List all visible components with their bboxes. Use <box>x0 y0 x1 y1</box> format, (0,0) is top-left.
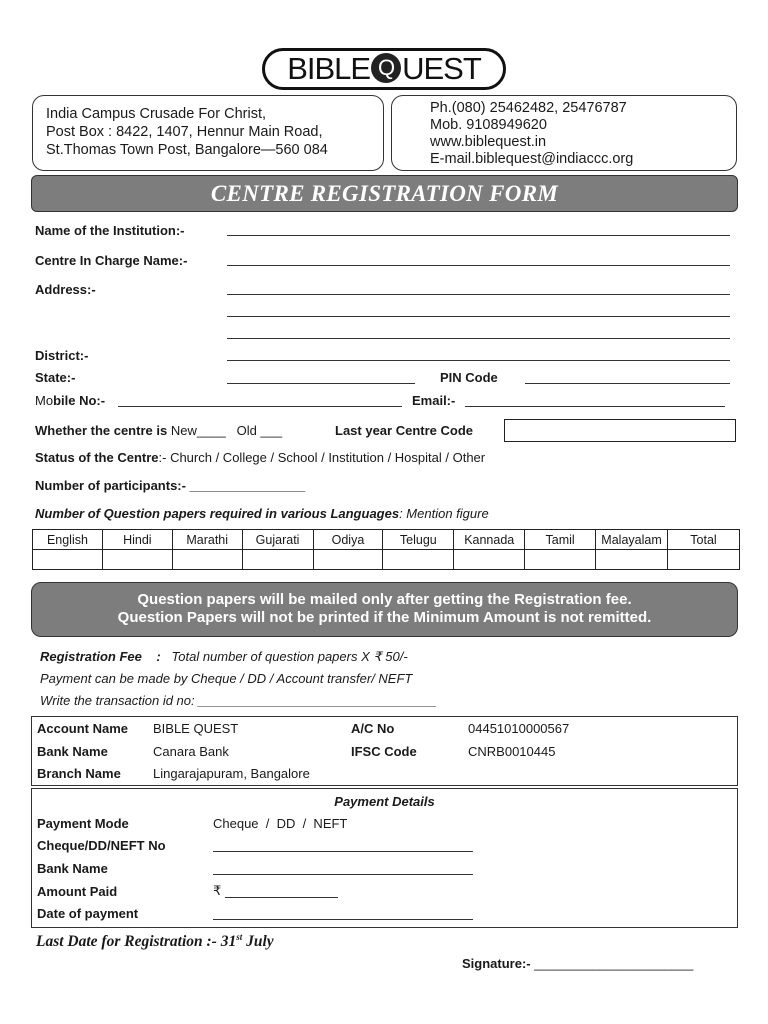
date-of-payment-field-line[interactable] <box>213 919 473 920</box>
status-options: :- Church / College / School / Institution / Hospital / Other <box>158 450 486 465</box>
language-header-cell: Total <box>667 530 739 550</box>
in-charge-field-line[interactable] <box>227 265 730 266</box>
language-entry-cell[interactable] <box>525 550 596 570</box>
language-header-cell: Hindi <box>102 530 172 550</box>
last-year-code-input[interactable] <box>504 419 736 442</box>
cheque-no-label: Cheque/DD/NEFT No <box>37 838 166 853</box>
address-line-3: St.Thomas Town Post, Bangalore—560 084 <box>46 142 328 158</box>
pin-code-field-line[interactable] <box>525 383 730 384</box>
last-date-text: Last Date for Registration :- 31 <box>36 933 237 951</box>
registration-fee-label: Registration Fee <box>40 649 142 664</box>
language-entry-cell[interactable] <box>383 550 454 570</box>
branch-name-value: Lingarajapuram, Bangalore <box>153 766 310 781</box>
in-charge-label: Centre In Charge Name:- <box>35 253 188 268</box>
centre-type-old: Old <box>236 423 257 438</box>
form-title-bar <box>31 175 738 212</box>
language-entry-cell[interactable] <box>454 550 525 570</box>
ac-no-value: 04451010000567 <box>468 721 570 736</box>
contact-mobile: Mob. 9108949620 <box>430 117 547 133</box>
institution-field-line[interactable] <box>227 235 730 236</box>
languages-header-row <box>33 530 740 550</box>
ifsc-value: CNRB0010445 <box>468 744 556 759</box>
signature-label: Signature:- <box>462 956 531 971</box>
biblequest-logo <box>262 48 506 90</box>
language-entry-cell[interactable] <box>313 550 383 570</box>
address-box <box>32 95 384 171</box>
participants-row <box>35 478 305 493</box>
bank-name-value: Canara Bank <box>153 744 229 759</box>
branch-name-label: Branch Name <box>37 766 121 781</box>
language-header-cell: Gujarati <box>242 530 313 550</box>
date-of-payment-label: Date of payment <box>37 906 139 921</box>
transaction-blank[interactable]: _________________________________ <box>198 693 437 708</box>
last-year-code-label: Last year Centre Code <box>335 423 473 438</box>
ac-no-label: A/C No <box>351 721 395 736</box>
institution-label: Name of the Institution:- <box>35 223 185 238</box>
signature-row <box>462 956 693 971</box>
account-name-label: Account Name <box>37 721 129 736</box>
status-label: Status of the Centre <box>35 450 159 465</box>
languages-entry-row <box>33 550 740 570</box>
language-header-cell: Marathi <box>172 530 242 550</box>
signature-blank[interactable]: ______________________ <box>534 956 694 971</box>
participants-blank[interactable]: ________________ <box>189 478 306 493</box>
address-field-line-1[interactable] <box>227 294 730 295</box>
language-header-cell: Kannada <box>454 530 525 550</box>
centre-type-old-blank[interactable]: ___ <box>260 423 283 438</box>
last-date-registration <box>36 932 274 951</box>
payment-details-title: Payment Details <box>334 794 435 809</box>
mobile-label-rest: bile No:- <box>53 393 106 408</box>
amount-paid-label: Amount Paid <box>37 884 118 899</box>
last-date-month: July <box>242 933 274 951</box>
payment-methods-text: Payment can be made by Cheque / DD / Account transfer/ NEFT <box>40 671 413 686</box>
contact-website: www.biblequest.in <box>430 134 547 150</box>
language-entry-cell[interactable] <box>172 550 242 570</box>
last-date-ordinal: st <box>236 932 243 942</box>
notice-line-1: Question papers will be mailed only after getting the Registration fee. <box>137 591 632 608</box>
address-line-2: Post Box : 8422, 1407, Hennur Main Road, <box>46 124 323 140</box>
district-field-line[interactable] <box>227 360 730 361</box>
language-header-cell: Malayalam <box>596 530 668 550</box>
email-field-line[interactable] <box>465 406 725 407</box>
address-label: Address:- <box>35 282 96 297</box>
language-entry-cell[interactable] <box>667 550 739 570</box>
district-label: District:- <box>35 348 89 363</box>
payment-mode-label: Payment Mode <box>37 816 129 831</box>
languages-heading <box>35 506 489 521</box>
participants-label: Number of participants:- <box>35 478 186 493</box>
logo-text-left: BIBLE <box>287 51 371 86</box>
logo-q-emblem: Q <box>371 53 401 83</box>
contact-phone: Ph.(080) 25462482, 25476787 <box>430 100 627 116</box>
ifsc-label: IFSC Code <box>351 744 417 759</box>
language-entry-cell[interactable] <box>33 550 103 570</box>
contact-email: E-mail.biblequest@indiaccc.org <box>430 151 634 167</box>
centre-type-label: Whether the centre is <box>35 423 168 438</box>
amount-paid-field-line[interactable] <box>225 897 338 898</box>
language-header-cell: English <box>33 530 103 550</box>
language-header-cell: Telugu <box>383 530 454 550</box>
logo-text-right: UEST <box>402 51 481 86</box>
address-line-1: India Campus Crusade For Christ, <box>46 106 266 122</box>
mobile-label <box>35 393 105 408</box>
language-header-cell: Tamil <box>525 530 596 550</box>
contact-box <box>391 95 737 171</box>
languages-table <box>32 529 740 570</box>
payment-bank-name-field-line[interactable] <box>213 874 473 875</box>
account-name-value: BIBLE QUEST <box>153 721 239 736</box>
languages-heading-bold: Number of Question papers required in various Languages <box>35 506 400 521</box>
languages-heading-rest: : Mention figure <box>399 506 489 521</box>
payment-mode-value: Cheque / DD / NEFT <box>213 816 348 831</box>
fee-notice-banner <box>31 582 738 637</box>
language-header-cell: Odiya <box>313 530 383 550</box>
transaction-row <box>40 693 437 708</box>
notice-line-2: Question Papers will not be printed if the Minimum Amount is not remitted. <box>117 609 652 626</box>
status-row <box>35 450 485 465</box>
form-title: CENTRE REGISTRATION FORM <box>210 180 559 206</box>
state-label: State:- <box>35 370 76 385</box>
language-entry-cell[interactable] <box>242 550 313 570</box>
rupee-symbol: ₹ <box>213 883 222 898</box>
address-field-line-3[interactable] <box>227 338 730 339</box>
centre-type-new-blank[interactable]: ____ <box>196 423 226 438</box>
centre-type-row <box>35 423 282 438</box>
address-field-line-2[interactable] <box>227 316 730 317</box>
pin-code-label: PIN Code <box>440 370 498 385</box>
centre-type-new: New <box>170 423 197 438</box>
mobile-label-prefix: Mo <box>35 393 54 408</box>
state-field-line[interactable] <box>227 383 415 384</box>
transaction-label: Write the transaction id no: <box>40 693 195 708</box>
payment-bank-name-label: Bank Name <box>37 861 108 876</box>
email-label: Email:- <box>412 393 456 408</box>
mobile-field-line[interactable] <box>118 406 402 407</box>
language-entry-cell[interactable] <box>596 550 668 570</box>
registration-fee-row <box>40 649 408 665</box>
cheque-no-field-line[interactable] <box>213 851 473 852</box>
registration-fee-text: Total number of question papers X ₹ 50/- <box>171 649 408 664</box>
bank-name-label: Bank Name <box>37 744 108 759</box>
language-entry-cell[interactable] <box>102 550 172 570</box>
registration-fee-colon: : <box>156 649 161 664</box>
